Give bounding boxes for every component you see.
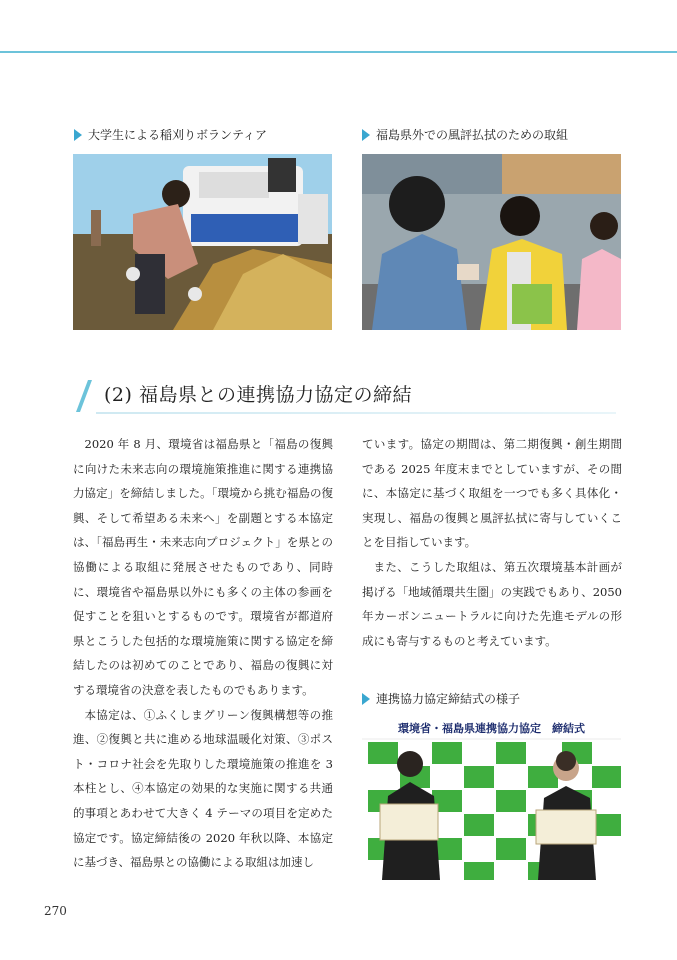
- caption-text: 大学生による稲刈りボランティア: [88, 128, 268, 142]
- page-number: 270: [44, 904, 67, 918]
- top-rule: [0, 51, 677, 53]
- photo-rice-harvest: [73, 154, 332, 330]
- paragraph: 2020 年 8 月、環境省は福島県と「福島の復興に向けた未来志向の環境施策推進に関する連携協力協定」を締結しました。「環境から挑む福島の復興、そして希望ある未来へ」を副題とする本協定は、「福島再生・未来志向プロジェクト」を県との協働による取組に発展させたものであり、同時に、環境省や福島県以外にも多くの主体の参画を促すことを狙いとするものです。環境省が都道府県とこうした包括的な環境施策に関する協定を締結したのは初めてのことであり、福島の復興に対する環境省の決意を表したものでもあります。: [73, 437, 333, 697]
- paragraph: 本協定は、①ふくしまグリーン復興構想等の推進、②復興と共に進める地球温暖化対策、③ポスト・コロナ社会を先取りした環境施策の推進を 3 本柱とし、④本協定の効果的な実施に関する共通的事項とあわせて大きく 4 テーマの項目を定めた協定です。協定締結後の 2020 年秋以降、本協定に基づき、福島県との協働による取組は加速し: [73, 707, 333, 870]
- paragraph: また、こうした取組は、第五次環境基本計画が掲げる「地域循環共生圏」の実践でもあり、2050 年カーボンニュートラルに向けた先進モデルの形成にも寄与するものと考えています。: [362, 559, 622, 648]
- section-heading: [72, 378, 620, 414]
- slash-accent-icon: [74, 380, 94, 412]
- caption-rumor-dispel: [362, 126, 568, 143]
- triangle-bullet-icon: [362, 693, 370, 705]
- signing-banner-text: 環境省・福島県連携協力協定 締結式: [398, 722, 585, 735]
- right-text-column: [362, 432, 622, 653]
- section-underline: [96, 412, 616, 414]
- caption-text: 連携協力協定締結式の様子: [376, 692, 521, 706]
- triangle-bullet-icon: [362, 129, 370, 141]
- triangle-bullet-icon: [74, 129, 82, 141]
- caption-signing-ceremony: [362, 690, 520, 707]
- caption-text: 福島県外での風評払拭のための取組: [376, 128, 569, 142]
- photo-rumor-dispel-event: [362, 154, 621, 330]
- paragraph: ています。協定の期間は、第二期復興・創生期間である 2025 年度末までとしていますが、その間に、本協定に基づく取組を一つでも多く具体化・実現し、福島の復興と風評払拭に寄与していくことを目指しています。: [362, 437, 622, 550]
- section-title: (2) 福島県との連携協力協定の締結: [104, 384, 412, 406]
- photo-signing-ceremony: [362, 716, 621, 880]
- left-text-column: [73, 432, 333, 875]
- caption-rice-harvest: [74, 126, 267, 143]
